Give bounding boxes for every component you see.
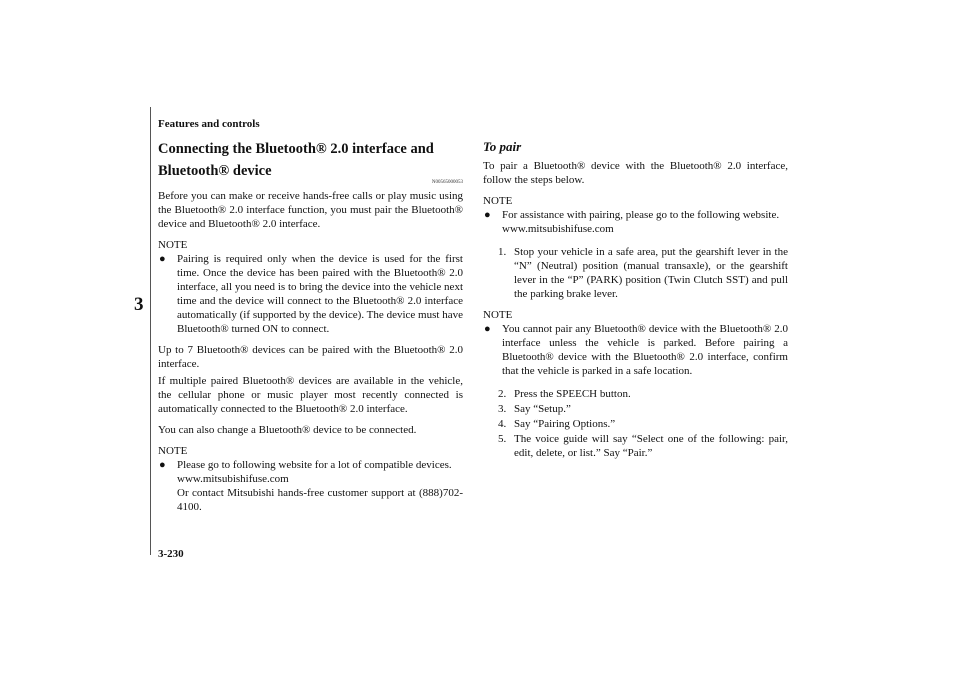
intro-paragraph: Before you can make or receive hands-free calls or play music using the Bluetooth® 2.0 interface function, you must pair the Bluetooth® device and Bluetooth® 2.0 interface.: [158, 190, 463, 230]
step-item: [483, 402, 788, 416]
page-header: Features and controls: [158, 118, 260, 130]
note-text: Or contact Mitsubishi hands-free customer support at (888)702-4100.: [177, 487, 463, 513]
step-number: 2.: [498, 388, 507, 400]
devices-paragraph: Up to 7 Bluetooth® devices can be paired with the Bluetooth® 2.0 interface.: [158, 344, 463, 370]
left-column: [158, 138, 463, 514]
note-item: [483, 208, 788, 236]
note-item: [158, 458, 463, 514]
multiple-devices-paragraph: If multiple paired Bluetooth® devices are available in the vehicle, the cellular phone or music player most recently connected is automatically connected to the Bluetooth® 2.0 interface.: [158, 375, 463, 415]
page-number: 3-230: [158, 548, 184, 560]
bullet-icon: ●: [159, 253, 166, 265]
website-link[interactable]: www.mitsubishifuse.com: [177, 473, 289, 485]
step-text: Press the SPEECH button.: [514, 388, 631, 400]
step-item: [483, 432, 788, 460]
section-title-line-1: Connecting the Bluetooth® 2.0 interface and: [158, 141, 434, 157]
note-label: NOTE: [483, 195, 513, 207]
subsection-title: To pair: [483, 139, 522, 154]
bullet-icon: ●: [484, 323, 491, 335]
note-label: NOTE: [483, 309, 513, 321]
note-text: For assistance with pairing, please go to the following website.: [502, 209, 780, 221]
note-item: [483, 322, 788, 378]
step-text: Stop your vehicle in a safe area, put the gearshift lever in the “N” (Neutral) position (manual transaxle), or the gearshift lever in the “P” (PARK) position (Twin Clutch SST) and pull the parking brake lever.: [514, 246, 788, 300]
step-number: 5.: [498, 433, 507, 445]
pair-intro-paragraph: To pair a Bluetooth® device with the Bluetooth® 2.0 interface, follow the steps below.: [483, 160, 788, 186]
step-item: [483, 417, 788, 431]
reference-code: N00565000053: [431, 180, 463, 185]
bullet-icon: ●: [159, 459, 166, 471]
step-item: [483, 387, 788, 401]
section-title-line-2: Bluetooth® device: [158, 163, 272, 179]
right-column: [483, 138, 788, 460]
note-label: NOTE: [158, 239, 188, 251]
step-number: 4.: [498, 418, 507, 430]
step-list: [483, 387, 788, 460]
bullet-icon: ●: [484, 209, 491, 221]
step-number: 3.: [498, 403, 507, 415]
change-device-paragraph: You can also change a Bluetooth® device to be connected.: [158, 424, 417, 436]
section-title: [158, 138, 463, 182]
chapter-tab-divider: [150, 107, 151, 555]
note-item: [158, 252, 463, 336]
note-text: You cannot pair any Bluetooth® device with the Bluetooth® 2.0 interface unless the vehicle is parked. Before pairing a Bluetooth® device with the Bluetooth® 2.0 interface, confirm that the vehicle is parked in a safe location.: [502, 323, 788, 377]
note-text: Pairing is required only when the device is used for the first time. Once the device has been paired with the Bluetooth® 2.0 interface, all you need is to bring the device into the vehicle next time and the device will connect to the Bluetooth® 2.0 interface automatically (if supported by the device). The device must have Bluetooth® turned ON to connect.: [177, 253, 463, 335]
note-text: Please go to following website for a lot of compatible devices.: [177, 459, 452, 471]
step-item: [483, 245, 788, 301]
step-number: 1.: [498, 246, 507, 258]
step-text: Say “Setup.”: [514, 403, 571, 415]
website-link[interactable]: www.mitsubishifuse.com: [502, 223, 614, 235]
step-text: Say “Pairing Options.”: [514, 418, 616, 430]
step-text: The voice guide will say “Select one of the following: pair, edit, delete, or list.” Say “Pair.”: [514, 433, 788, 459]
step-list: [483, 245, 788, 301]
chapter-number: 3: [134, 294, 144, 315]
note-label: NOTE: [158, 445, 188, 457]
